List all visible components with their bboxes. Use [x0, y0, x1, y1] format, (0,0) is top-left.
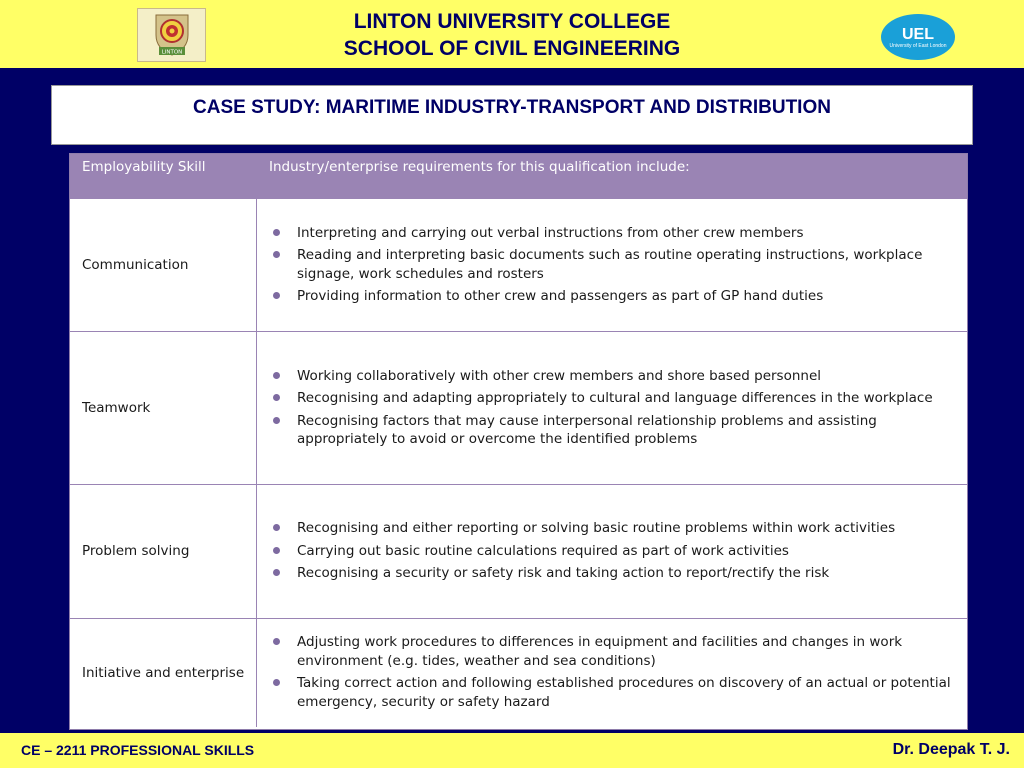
skill-cell: Teamwork — [70, 332, 257, 485]
list-item — [267, 389, 957, 408]
uel-logo-subtext: University of East London — [889, 43, 947, 49]
requirement-text: Taking correct action and following established procedures on discovery of an actual or potential emergency, security or safety hazard — [297, 675, 951, 710]
bullet-icon — [273, 679, 280, 686]
requirements-cell — [257, 199, 968, 332]
header-skill: Employability Skill — [70, 154, 257, 199]
bullet-icon — [273, 292, 280, 299]
bullet-icon — [273, 229, 280, 236]
list-item — [267, 519, 957, 538]
bullet-icon — [273, 524, 280, 531]
slide-header — [0, 0, 1024, 68]
title-box — [51, 85, 973, 145]
bullet-icon — [273, 547, 280, 554]
skill-cell: Initiative and enterprise — [70, 619, 257, 727]
header-requirements: Industry/enterprise requirements for this qualification include: — [257, 154, 968, 199]
author-name: Dr. Deepak T. J. — [892, 741, 1010, 758]
table-row — [70, 619, 967, 727]
bullet-icon — [273, 569, 280, 576]
uel-logo-text: UEL — [902, 26, 934, 43]
uel-logo — [881, 14, 955, 60]
requirement-text: Recognising factors that may cause interpersonal relationship problems and assisting appropriately to avoid or overcome the identified problems — [297, 412, 877, 447]
table-row — [70, 199, 967, 332]
college-title — [260, 8, 764, 62]
requirement-text: Working collaboratively with other crew members and shore based personnel — [297, 367, 822, 384]
skill-cell: Communication — [70, 199, 257, 332]
skill-cell: Problem solving — [70, 485, 257, 619]
table-row — [70, 332, 967, 485]
list-item — [267, 542, 957, 561]
table-header-row — [70, 154, 967, 199]
school-name: SCHOOL OF CIVIL ENGINEERING — [343, 37, 681, 60]
list-item — [267, 564, 957, 583]
requirement-text: Recognising and either reporting or solving basic routine problems within work activities — [297, 520, 896, 537]
list-item — [267, 224, 957, 243]
table-row — [70, 485, 967, 619]
list-item — [267, 246, 957, 283]
linton-crest-icon — [142, 11, 202, 59]
bullet-icon — [273, 251, 280, 258]
skills-table — [70, 154, 967, 727]
requirement-text: Reading and interpreting basic documents such as routine operating instructions, workplace signage, work schedules and rosters — [297, 247, 923, 282]
bullet-icon — [273, 372, 280, 379]
requirement-text: Adjusting work procedures to differences in equipment and facilities and changes in work environment (e.g. tides, weather and sea conditions) — [297, 634, 903, 669]
requirements-cell — [257, 485, 968, 619]
requirements-cell — [257, 619, 968, 727]
bullet-icon — [273, 417, 280, 424]
bullet-icon — [273, 638, 280, 645]
requirement-text: Recognising a security or safety risk and taking action to report/rectify the risk — [297, 565, 830, 582]
linton-crest-logo — [137, 8, 206, 62]
slide-title: CASE STUDY: MARITIME INDUSTRY-TRANSPORT AND DISTRIBUTION — [193, 97, 831, 118]
skills-table-container — [69, 153, 968, 730]
list-item — [267, 674, 957, 711]
requirements-cell — [257, 332, 968, 485]
bullet-icon — [273, 394, 280, 401]
requirement-text: Recognising and adapting appropriately to cultural and language differences in the workplace — [297, 390, 933, 406]
college-name: LINTON UNIVERSITY COLLEGE — [353, 10, 671, 33]
list-item — [267, 633, 957, 670]
requirement-text: Providing information to other crew and passengers as part of GP hand duties — [297, 288, 824, 304]
list-item — [267, 367, 957, 386]
linton-caption: LINTON — [161, 49, 182, 56]
course-code: CE – 2211 PROFESSIONAL SKILLS — [21, 742, 255, 758]
requirement-text: Carrying out basic routine calculations required as part of work activities — [297, 542, 789, 559]
list-item — [267, 412, 957, 449]
requirement-text: Interpreting and carrying out verbal instructions from other crew members — [297, 224, 804, 241]
list-item — [267, 287, 957, 306]
